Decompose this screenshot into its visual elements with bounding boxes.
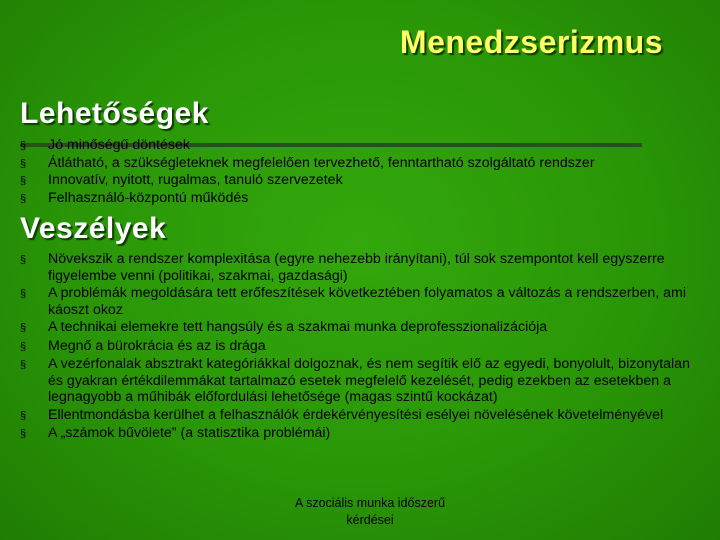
list-item: § A „számok bűvölete” (a statisztika problémái) [20,425,331,441]
list-item: § Jó minőségű döntések [20,137,190,153]
slide-title: Menedzserizmus [399,24,663,60]
heading-threats: Veszélyek [20,212,167,245]
bullet-icon: § [20,288,27,300]
bullet-icon: § [20,157,27,170]
list-item: § Növekszik a rendszer komplexitása (egyre nehezebb irányítani), túl sok szempontot kell egyszerre figyelembe venni (politikai, szakmai, gazdasági) [20,251,665,284]
bullet-icon: § [20,140,27,152]
opportunities-list [20,137,708,207]
bullet-icon: § [20,192,27,205]
list-item: § A problémák megoldására tett erőfeszítések következtében folyamatos a változás a rendszerben, ami káoszt okoz [20,285,686,318]
list-item: § A technikai elemekre tett hangsúly és a szakmai munka deprofesszionalizációja [20,319,548,335]
threats-list [20,251,708,444]
footer-caption [256,495,484,529]
bullet-icon: § [20,254,27,266]
list-item: § Megnő a bürokrácia és az is drága [20,337,266,354]
bullet-icon: § [20,409,27,422]
list-item: § Felhasználó-központú működés [20,189,249,206]
list-item: § Innovatív, nyitott, rugalmas, tanuló szervezetek [20,172,343,188]
footer-line: kérdései [346,513,394,527]
list-item: § Átlátható, a szükségleteknek megfelelően tervezhető, fenntartható szolgáltató rendszer [20,154,595,171]
bullet-icon: § [20,359,27,371]
bullet-icon: § [20,322,27,334]
bullet-icon: § [20,340,27,353]
list-item: § Ellentmondásba kerülhet a felhasználók érdekérvényesítési esélyei növelésének követelményével [20,406,664,423]
heading-opportunities: Lehetőségek [20,97,209,130]
list-item: § A vezérfonalak absztrakt kategóriákkal dolgoznak, és nem segítik elő az egyedi, bonyolult, bizonytalan és gyakran értékdilemmákat tartalmazó esetek megfelelő kezelését, pedig ezekben az esetekben a legnagyobb a műhibák előfordulási lehetősége (magas szintű kockázat) [20,356,690,405]
bullet-icon: § [20,428,27,440]
bullet-icon: § [20,175,27,187]
footer-line: A szociális munka időszerű [294,496,446,510]
